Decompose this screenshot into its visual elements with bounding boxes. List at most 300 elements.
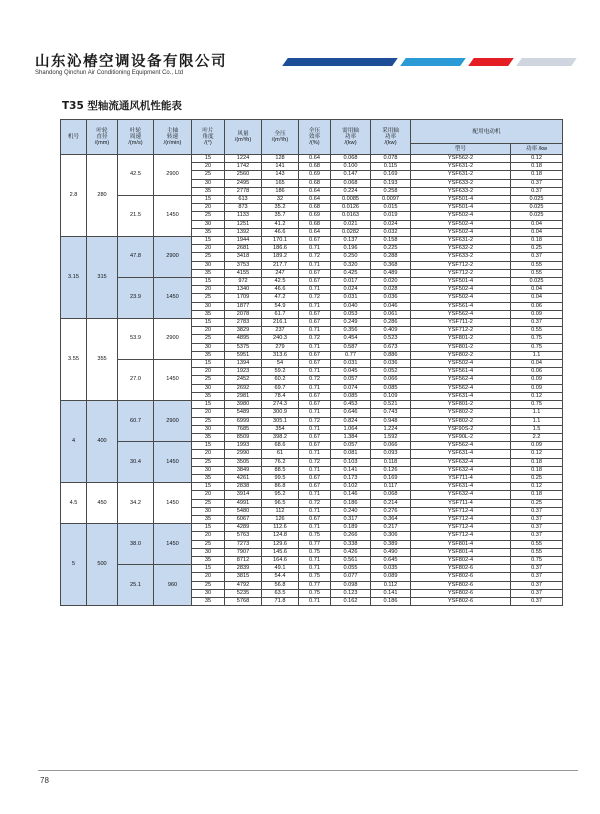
required-power-cell: 0.320: [331, 261, 371, 269]
motor-model-cell: YSF632-4: [411, 491, 511, 499]
blade-angle-cell: 20: [192, 491, 225, 499]
motor-power-cell: 0.18: [511, 458, 563, 466]
efficiency-cell: 0.72: [299, 499, 331, 507]
efficiency-cell: 0.71: [299, 368, 331, 376]
total-pressure-cell: 54: [262, 360, 299, 368]
airflow-cell: 4155: [225, 269, 262, 277]
total-pressure-cell: 32: [262, 196, 299, 204]
motor-power-cell: 0.37: [511, 319, 563, 327]
impeller-diameter-cell: 355: [87, 319, 118, 401]
total-pressure-cell: 78.4: [262, 392, 299, 400]
motor-power-cell: 0.75: [511, 556, 563, 564]
total-pressure-cell: 300.9: [262, 409, 299, 417]
efficiency-cell: 0.67: [299, 310, 331, 318]
blade-angle-cell: 30: [192, 302, 225, 310]
motor-model-cell: YSF631-4: [411, 483, 511, 491]
table-row: [61, 237, 563, 245]
header-stripe-navy: [282, 58, 398, 66]
blade-angle-cell: 35: [192, 556, 225, 564]
blade-angle-cell: 30: [192, 179, 225, 187]
spindle-speed-cell: 1450: [154, 196, 192, 237]
required-power-cell: 0.141: [331, 466, 371, 474]
header-motor-model: 型号: [411, 144, 511, 155]
blade-angle-cell: 30: [192, 425, 225, 433]
total-pressure-cell: 126: [262, 515, 299, 523]
header-tip-speed: 叶轮 周速 /(m/s): [118, 120, 154, 155]
motor-power-cell: 0.025: [511, 204, 563, 212]
motor-power-cell: 0.04: [511, 360, 563, 368]
spindle-speed-cell: 2900: [154, 155, 192, 196]
required-power-cell: 0.024: [331, 286, 371, 294]
motor-model-cell: YSF502-4: [411, 286, 511, 294]
motor-power-cell: 0.75: [511, 335, 563, 343]
blade-angle-cell: 15: [192, 483, 225, 491]
tip-speed-cell: 47.8: [118, 237, 154, 278]
adopted-power-cell: 0.286: [371, 319, 411, 327]
airflow-cell: 3815: [225, 573, 262, 581]
motor-power-cell: 0.09: [511, 442, 563, 450]
required-power-cell: 0.266: [331, 532, 371, 540]
efficiency-cell: 0.71: [299, 245, 331, 253]
adopted-power-cell: 0.886: [371, 351, 411, 359]
required-power-cell: 0.189: [331, 524, 371, 532]
motor-power-cell: 0.55: [511, 269, 563, 277]
header-stripe-red: [468, 58, 514, 66]
airflow-cell: 6067: [225, 515, 262, 523]
motor-model-cell: YSF712-4: [411, 507, 511, 515]
impeller-diameter-cell: 315: [87, 237, 118, 319]
airflow-cell: 3914: [225, 491, 262, 499]
blade-angle-cell: 20: [192, 368, 225, 376]
motor-power-cell: 0.37: [511, 507, 563, 515]
blade-angle-cell: 25: [192, 335, 225, 343]
blade-angle-cell: 25: [192, 171, 225, 179]
adopted-power-cell: 0.036: [371, 294, 411, 302]
required-power-cell: 0.017: [331, 278, 371, 286]
motor-model-cell: YSF562-4: [411, 442, 511, 450]
blade-angle-cell: 15: [192, 237, 225, 245]
adopted-power-cell: 0.743: [371, 409, 411, 417]
airflow-cell: 6999: [225, 417, 262, 425]
efficiency-cell: 0.75: [299, 589, 331, 597]
efficiency-cell: 0.68: [299, 204, 331, 212]
airflow-cell: 4261: [225, 474, 262, 482]
total-pressure-cell: 216.1: [262, 319, 299, 327]
motor-model-cell: YSF802-6: [411, 597, 511, 605]
tip-speed-cell: 21.5: [118, 196, 154, 237]
blade-angle-cell: 15: [192, 196, 225, 204]
blade-angle-cell: 35: [192, 515, 225, 523]
efficiency-cell: 0.75: [299, 573, 331, 581]
motor-power-cell: 1.1: [511, 409, 563, 417]
performance-table-container: [60, 119, 548, 606]
efficiency-cell: 0.67: [299, 360, 331, 368]
efficiency-cell: 0.64: [299, 187, 331, 195]
motor-power-cell: 0.37: [511, 589, 563, 597]
required-power-cell: 1.064: [331, 425, 371, 433]
motor-power-cell: 0.55: [511, 261, 563, 269]
spindle-speed-cell: 1450: [154, 524, 192, 565]
motor-model-cell: YSF502-4: [411, 360, 511, 368]
motor-power-cell: 0.37: [511, 524, 563, 532]
table-title: T35 型轴流通风机性能表: [62, 100, 182, 112]
adopted-power-cell: 1.592: [371, 433, 411, 441]
motor-power-cell: 0.37: [511, 179, 563, 187]
footer-divider: [38, 770, 578, 771]
required-power-cell: 0.085: [331, 392, 371, 400]
adopted-power-cell: 0.523: [371, 335, 411, 343]
airflow-cell: 3829: [225, 327, 262, 335]
motor-model-cell: YSF502-4: [411, 212, 511, 220]
motor-model-cell: YSF631-2: [411, 163, 511, 171]
airflow-cell: 2838: [225, 483, 262, 491]
adopted-power-cell: 0.364: [371, 515, 411, 523]
motor-model-cell: YSF90S-2: [411, 425, 511, 433]
adopted-power-cell: 0.158: [371, 237, 411, 245]
tip-speed-cell: 53.9: [118, 319, 154, 360]
total-pressure-cell: 69.7: [262, 384, 299, 392]
required-power-cell: 0.040: [331, 302, 371, 310]
total-pressure-cell: 68.6: [262, 442, 299, 450]
airflow-cell: 7907: [225, 548, 262, 556]
total-pressure-cell: 398.2: [262, 433, 299, 441]
efficiency-cell: 0.67: [299, 237, 331, 245]
motor-model-cell: YSF712-2: [411, 269, 511, 277]
blade-angle-cell: 20: [192, 286, 225, 294]
motor-power-cell: 0.55: [511, 327, 563, 335]
blade-angle-cell: 30: [192, 384, 225, 392]
motor-power-cell: 0.25: [511, 245, 563, 253]
motor-power-cell: 0.09: [511, 310, 563, 318]
motor-model-cell: YSF501-4: [411, 204, 511, 212]
airflow-cell: 873: [225, 204, 262, 212]
blade-angle-cell: 20: [192, 327, 225, 335]
total-pressure-cell: 47.2: [262, 294, 299, 302]
total-pressure-cell: 237: [262, 327, 299, 335]
spindle-speed-cell: 2900: [154, 401, 192, 442]
adopted-power-cell: 0.0097: [371, 196, 411, 204]
motor-model-cell: YSF561-4: [411, 302, 511, 310]
motor-model-cell: YSF562-4: [411, 376, 511, 384]
model-number-cell: 5: [61, 524, 87, 606]
blade-angle-cell: 35: [192, 310, 225, 318]
blade-angle-cell: 20: [192, 409, 225, 417]
airflow-cell: 5480: [225, 507, 262, 515]
motor-power-cell: 1.1: [511, 351, 563, 359]
adopted-power-cell: 0.141: [371, 589, 411, 597]
required-power-cell: 0.098: [331, 581, 371, 589]
required-power-cell: 0.317: [331, 515, 371, 523]
motor-power-cell: 0.18: [511, 171, 563, 179]
adopted-power-cell: 0.068: [371, 491, 411, 499]
header-efficiency: 全压 效率 /(%): [299, 120, 331, 155]
adopted-power-cell: 0.489: [371, 269, 411, 277]
motor-power-cell: 0.025: [511, 196, 563, 204]
total-pressure-cell: 170.1: [262, 237, 299, 245]
motor-model-cell: YSF801-2: [411, 335, 511, 343]
efficiency-cell: 0.71: [299, 343, 331, 351]
motor-power-cell: 0.75: [511, 343, 563, 351]
adopted-power-cell: 0.389: [371, 540, 411, 548]
blade-angle-cell: 30: [192, 466, 225, 474]
motor-model-cell: YSF802-2: [411, 351, 511, 359]
efficiency-cell: 0.71: [299, 425, 331, 433]
required-power-cell: 0.103: [331, 458, 371, 466]
efficiency-cell: 0.72: [299, 376, 331, 384]
spindle-speed-cell: 2900: [154, 237, 192, 278]
required-power-cell: 0.077: [331, 573, 371, 581]
adopted-power-cell: 0.276: [371, 507, 411, 515]
header-impeller-diameter: 叶轮 直径 /(mm): [87, 120, 118, 155]
impeller-diameter-cell: 450: [87, 483, 118, 524]
efficiency-cell: 0.71: [299, 384, 331, 392]
model-number-cell: 2.8: [61, 155, 87, 237]
adopted-power-cell: 0.169: [371, 474, 411, 482]
motor-model-cell: YSF801-4: [411, 548, 511, 556]
company-name-en: Shandong Qinchun Air Conditioning Equipment Co., Ltd: [35, 70, 184, 76]
motor-power-cell: 0.37: [511, 565, 563, 573]
motor-power-cell: 0.06: [511, 302, 563, 310]
motor-model-cell: YSF712-2: [411, 327, 511, 335]
airflow-cell: 1993: [225, 442, 262, 450]
motor-power-cell: 0.55: [511, 548, 563, 556]
efficiency-cell: 0.67: [299, 433, 331, 441]
blade-angle-cell: 15: [192, 155, 225, 163]
total-pressure-cell: 42.5: [262, 278, 299, 286]
required-power-cell: 0.055: [331, 565, 371, 573]
motor-model-cell: YSF631-4: [411, 392, 511, 400]
motor-power-cell: 0.09: [511, 384, 563, 392]
motor-model-cell: YSF802-6: [411, 573, 511, 581]
impeller-diameter-cell: 400: [87, 401, 118, 483]
motor-power-cell: 0.04: [511, 294, 563, 302]
motor-model-cell: YSF801-4: [411, 540, 511, 548]
motor-model-cell: YSF712-2: [411, 261, 511, 269]
required-power-cell: 0.196: [331, 245, 371, 253]
adopted-power-cell: 0.109: [371, 392, 411, 400]
required-power-cell: 0.0163: [331, 212, 371, 220]
blade-angle-cell: 35: [192, 392, 225, 400]
motor-model-cell: YSF502-4: [411, 228, 511, 236]
efficiency-cell: 0.67: [299, 351, 331, 359]
efficiency-cell: 0.68: [299, 220, 331, 228]
total-pressure-cell: 35.7: [262, 212, 299, 220]
blade-angle-cell: 15: [192, 360, 225, 368]
adopted-power-cell: 0.288: [371, 253, 411, 261]
required-power-cell: 0.646: [331, 409, 371, 417]
blade-angle-cell: 25: [192, 417, 225, 425]
airflow-cell: 2560: [225, 171, 262, 179]
total-pressure-cell: 274.3: [262, 401, 299, 409]
motor-model-cell: YSF502-4: [411, 220, 511, 228]
table-body: [61, 155, 563, 606]
total-pressure-cell: 186: [262, 187, 299, 195]
efficiency-cell: 0.68: [299, 163, 331, 171]
airflow-cell: 5235: [225, 589, 262, 597]
required-power-cell: 0.587: [331, 343, 371, 351]
required-power-cell: 0.338: [331, 540, 371, 548]
efficiency-cell: 0.71: [299, 302, 331, 310]
blade-angle-cell: 25: [192, 581, 225, 589]
motor-model-cell: YSF501-4: [411, 278, 511, 286]
airflow-cell: 8712: [225, 556, 262, 564]
header-stripe-blue: [400, 58, 466, 66]
motor-power-cell: 0.37: [511, 515, 563, 523]
airflow-cell: 5951: [225, 351, 262, 359]
motor-power-cell: 0.04: [511, 286, 563, 294]
required-power-cell: 0.454: [331, 335, 371, 343]
total-pressure-cell: 247: [262, 269, 299, 277]
airflow-cell: 1923: [225, 368, 262, 376]
total-pressure-cell: 305.1: [262, 417, 299, 425]
required-power-cell: 0.224: [331, 187, 371, 195]
required-power-cell: 0.137: [331, 237, 371, 245]
motor-model-cell: YSF562-4: [411, 384, 511, 392]
header-motor-power: 功率 /kw: [511, 144, 563, 155]
airflow-cell: 2981: [225, 392, 262, 400]
airflow-cell: 2078: [225, 310, 262, 318]
model-number-cell: 3.15: [61, 237, 87, 319]
table-row: [61, 360, 563, 368]
airflow-cell: 1709: [225, 294, 262, 302]
total-pressure-cell: 313.6: [262, 351, 299, 359]
efficiency-cell: 0.69: [299, 212, 331, 220]
company-name-cn: 山东沁椿空调设备有限公司: [35, 54, 227, 70]
total-pressure-cell: 112.6: [262, 524, 299, 532]
total-pressure-cell: 71.8: [262, 597, 299, 605]
tip-speed-cell: 27.0: [118, 360, 154, 401]
header-model-no: 机号: [61, 120, 87, 155]
blade-angle-cell: 35: [192, 269, 225, 277]
page-number: 78: [40, 776, 49, 785]
spindle-speed-cell: 1450: [154, 278, 192, 319]
adopted-power-cell: 0.089: [371, 573, 411, 581]
motor-power-cell: 0.37: [511, 187, 563, 195]
adopted-power-cell: 0.126: [371, 466, 411, 474]
blade-angle-cell: 15: [192, 278, 225, 286]
blade-angle-cell: 35: [192, 597, 225, 605]
efficiency-cell: 0.71: [299, 507, 331, 515]
header-stripe-grey: [516, 58, 577, 66]
efficiency-cell: 0.67: [299, 483, 331, 491]
adopted-power-cell: 0.024: [371, 220, 411, 228]
adopted-power-cell: 0.117: [371, 483, 411, 491]
airflow-cell: 3980: [225, 401, 262, 409]
blade-angle-cell: 30: [192, 220, 225, 228]
motor-power-cell: 0.12: [511, 483, 563, 491]
airflow-cell: 1742: [225, 163, 262, 171]
required-power-cell: 0.147: [331, 171, 371, 179]
airflow-cell: 3753: [225, 261, 262, 269]
required-power-cell: 0.249: [331, 319, 371, 327]
blade-angle-cell: 20: [192, 245, 225, 253]
adopted-power-cell: 0.409: [371, 327, 411, 335]
airflow-cell: 2778: [225, 187, 262, 195]
blade-angle-cell: 25: [192, 212, 225, 220]
total-pressure-cell: 124.8: [262, 532, 299, 540]
airflow-cell: 4991: [225, 499, 262, 507]
required-power-cell: 0.102: [331, 483, 371, 491]
blade-angle-cell: 30: [192, 548, 225, 556]
required-power-cell: 0.426: [331, 548, 371, 556]
efficiency-cell: 0.72: [299, 335, 331, 343]
efficiency-cell: 0.67: [299, 269, 331, 277]
model-number-cell: 4: [61, 401, 87, 483]
efficiency-cell: 0.67: [299, 278, 331, 286]
blade-angle-cell: 15: [192, 442, 225, 450]
tip-speed-cell: 34.2: [118, 483, 154, 524]
motor-model-cell: YSF802-6: [411, 565, 511, 573]
motor-model-cell: YSF633-2: [411, 253, 511, 261]
header-airflow: 风量 /(m³/h): [225, 120, 262, 155]
adopted-power-cell: 0.019: [371, 212, 411, 220]
adopted-power-cell: 0.093: [371, 450, 411, 458]
adopted-power-cell: 0.193: [371, 179, 411, 187]
blade-angle-cell: 25: [192, 499, 225, 507]
blade-angle-cell: 25: [192, 540, 225, 548]
motor-model-cell: YSF631-4: [411, 450, 511, 458]
motor-power-cell: 0.025: [511, 278, 563, 286]
motor-power-cell: 1.5: [511, 425, 563, 433]
adopted-power-cell: 1.224: [371, 425, 411, 433]
adopted-power-cell: 0.112: [371, 581, 411, 589]
table-row: [61, 155, 563, 163]
table-row: [61, 401, 563, 409]
motor-model-cell: YSF801-2: [411, 401, 511, 409]
efficiency-cell: 0.69: [299, 171, 331, 179]
blade-angle-cell: 25: [192, 294, 225, 302]
airflow-cell: 2692: [225, 384, 262, 392]
airflow-cell: 4792: [225, 581, 262, 589]
adopted-power-cell: 0.078: [371, 155, 411, 163]
airflow-cell: 2452: [225, 376, 262, 384]
airflow-cell: 1340: [225, 286, 262, 294]
blade-angle-cell: 35: [192, 228, 225, 236]
efficiency-cell: 0.71: [299, 327, 331, 335]
total-pressure-cell: 56.8: [262, 581, 299, 589]
adopted-power-cell: 0.020: [371, 278, 411, 286]
efficiency-cell: 0.64: [299, 196, 331, 204]
motor-model-cell: YSF712-4: [411, 532, 511, 540]
efficiency-cell: 0.67: [299, 474, 331, 482]
total-pressure-cell: 129.6: [262, 540, 299, 548]
total-pressure-cell: 189.2: [262, 253, 299, 261]
airflow-cell: 2681: [225, 245, 262, 253]
required-power-cell: 0.425: [331, 269, 371, 277]
airflow-cell: 5768: [225, 597, 262, 605]
blade-angle-cell: 30: [192, 343, 225, 351]
motor-model-cell: YSF562-2: [411, 155, 511, 163]
adopted-power-cell: 0.368: [371, 261, 411, 269]
motor-model-cell: YSF711-2: [411, 319, 511, 327]
adopted-power-cell: 0.225: [371, 245, 411, 253]
airflow-cell: 1944: [225, 237, 262, 245]
impeller-diameter-cell: 500: [87, 524, 118, 606]
required-power-cell: 0.146: [331, 491, 371, 499]
adopted-power-cell: 0.169: [371, 171, 411, 179]
total-pressure-cell: 49.1: [262, 565, 299, 573]
total-pressure-cell: 354: [262, 425, 299, 433]
airflow-cell: 7685: [225, 425, 262, 433]
model-number-cell: 3.55: [61, 319, 87, 401]
motor-power-cell: 0.06: [511, 368, 563, 376]
required-power-cell: 0.250: [331, 253, 371, 261]
blade-angle-cell: 35: [192, 433, 225, 441]
motor-model-cell: YSF711-4: [411, 474, 511, 482]
required-power-cell: 0.057: [331, 376, 371, 384]
airflow-cell: 1394: [225, 360, 262, 368]
motor-model-cell: YSF633-2: [411, 179, 511, 187]
